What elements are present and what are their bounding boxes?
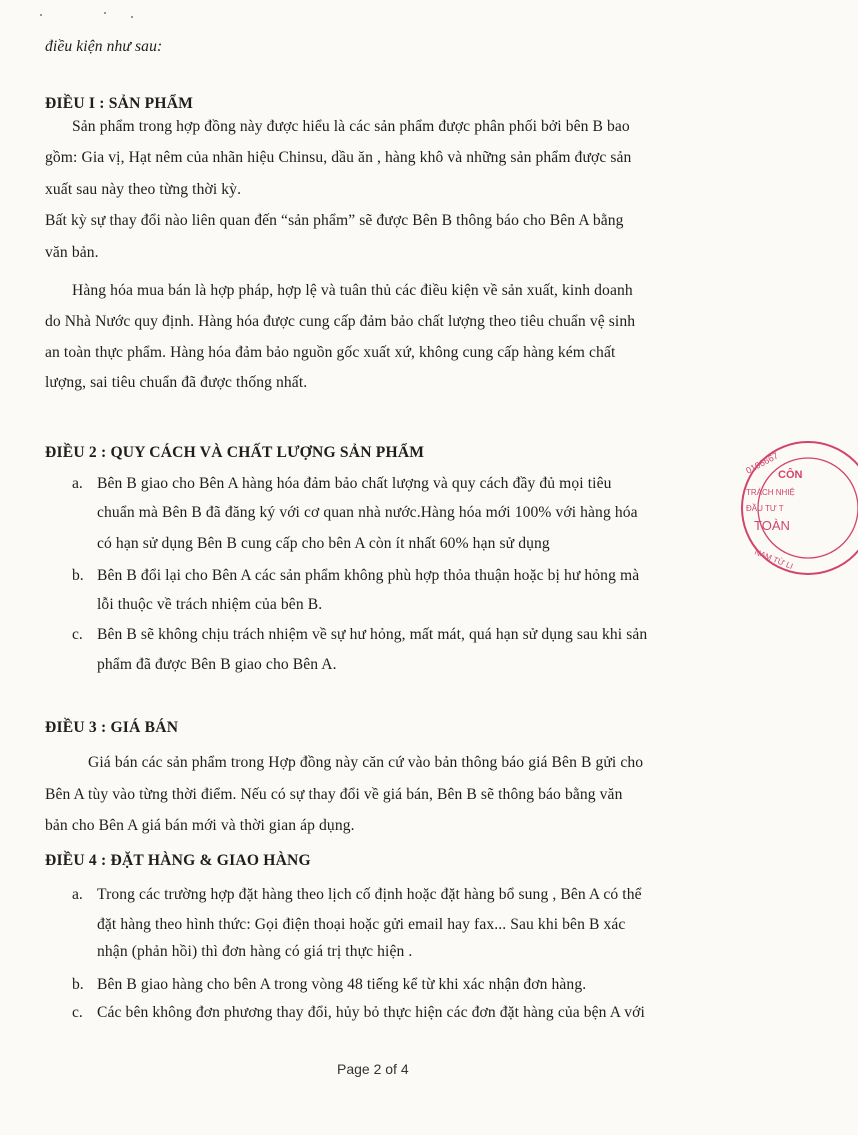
section-4-heading: ĐIỀU 4 : ĐẶT HÀNG & GIAO HÀNG (45, 852, 311, 869)
stamp-text: TOÀN (754, 518, 790, 533)
section-3-line: bản cho Bên A giá bán mới và thời gian áp dụng. (45, 817, 355, 834)
section-3-heading: ĐIỀU 3 : GIÁ BÁN (45, 719, 179, 736)
section-2-heading: ĐIỀU 2 : QUY CÁCH VÀ CHẤT LƯỢNG SẢN PHẨM (45, 444, 425, 461)
stamp-text: CÔN (778, 469, 803, 481)
section-4-item-c-line: Các bên không đơn phương thay đổi, hủy bỏ thực hiện các đơn đặt hàng của bện A với (97, 1004, 645, 1021)
company-stamp (738, 438, 858, 588)
section-2-item-a-line: có hạn sử dụng Bên B cung cấp cho bên A còn ít nhất 60% hạn sử dụng (97, 535, 550, 552)
section-1-line: Hàng hóa mua bán là hợp pháp, hợp lệ và tuân thủ các điều kiện về sản xuất, kinh doanh (72, 282, 633, 299)
list-marker: a. (72, 475, 83, 492)
section-1-line: Bất kỳ sự thay đổi nào liên quan đến “sản phẩm” sẽ được Bên B thông báo cho Bên A bằng (45, 212, 624, 229)
section-1-heading: ĐIỀU I : SẢN PHẨM (45, 95, 194, 112)
stamp-text: ĐẦU TƯ T (746, 504, 784, 513)
section-2-item-b-line: lỗi thuộc về trách nhiệm của bên B. (97, 596, 323, 613)
section-2-item-a-line: Bên B giao cho Bên A hàng hóa đảm bảo chất lượng và quy cách đầy đủ mọi tiêu (97, 475, 612, 492)
section-1-line: Sản phẩm trong hợp đồng này được hiểu là các sản phẩm được phân phối bởi bên B bao (72, 118, 630, 135)
section-1-line: gồm: Gia vị, Hạt nêm của nhãn hiệu Chinsu, dầu ăn , hàng khô và những sản phẩm được sản (45, 149, 632, 166)
list-marker: b. (72, 567, 84, 584)
section-4-item-a-line: nhận (phản hồi) thì đơn hàng có giá trị thực hiện . (97, 943, 413, 960)
scan-speck (131, 16, 133, 18)
section-2-item-b-line: Bên B đổi lại cho Bên A các sản phẩm không phù hợp thỏa thuận hoặc bị hư hỏng mà (97, 567, 640, 584)
section-1-line: an toàn thực phẩm. Hàng hóa đảm bảo nguồn gốc xuất xứ, không cung cấp hàng kém chất (45, 344, 616, 361)
stamp-text: NAM TỪ LI (753, 547, 795, 572)
section-1-line: văn bản. (45, 244, 99, 261)
stamp-text: TRÁCH NHIỆ (746, 488, 795, 497)
section-1-line: xuất sau này theo từng thời kỳ. (45, 181, 242, 198)
stamp-text: 0106667 (744, 450, 780, 476)
section-3-line: Bên A tùy vào từng thời điểm. Nếu có sự thay đổi về giá bán, Bên B sẽ thông báo bằng văn (45, 786, 623, 803)
scan-speck (40, 14, 42, 16)
section-4-item-a-line: đặt hàng theo hình thức: Gọi điện thoại hoặc gửi email hay fax... Sau khi bên B xác (97, 916, 626, 933)
list-marker: c. (72, 1004, 83, 1021)
section-3-line: Giá bán các sản phẩm trong Hợp đồng này căn cứ vào bản thông báo giá Bên B gửi cho (88, 754, 644, 771)
page-footer: Page 2 of 4 (337, 1061, 409, 1077)
section-1-line: lượng, sai tiêu chuẩn đã được thống nhất. (45, 374, 308, 391)
section-2-item-c-line: phẩm đã được Bên B giao cho Bên A. (97, 656, 337, 673)
section-1-line: do Nhà Nước quy định. Hàng hóa được cung cấp đảm bảo chất lượng theo tiêu chuẩn vệ sinh (45, 313, 636, 330)
section-4-item-b-line: Bên B giao hàng cho bên A trong vòng 48 tiếng kể từ khi xác nhận đơn hàng. (97, 976, 587, 993)
list-marker: c. (72, 626, 83, 643)
intro-text: điều kiện như sau: (45, 38, 163, 55)
section-2-item-c-line: Bên B sẽ không chịu trách nhiệm về sự hư hỏng, mất mát, quá hạn sử dụng sau khi sản (97, 626, 648, 643)
list-marker: a. (72, 886, 83, 903)
section-2-item-a-line: chuẩn mà Bên B đã đăng ký với cơ quan nhà nước.Hàng hóa mới 100% với hàng hóa (97, 504, 638, 521)
list-marker: b. (72, 976, 84, 993)
scan-speck (104, 12, 106, 14)
section-4-item-a-line: Trong các trường hợp đặt hàng theo lịch cố định hoặc đặt hàng bổ sung , Bên A có thể (97, 886, 642, 903)
stamp-seal-icon (738, 438, 858, 588)
